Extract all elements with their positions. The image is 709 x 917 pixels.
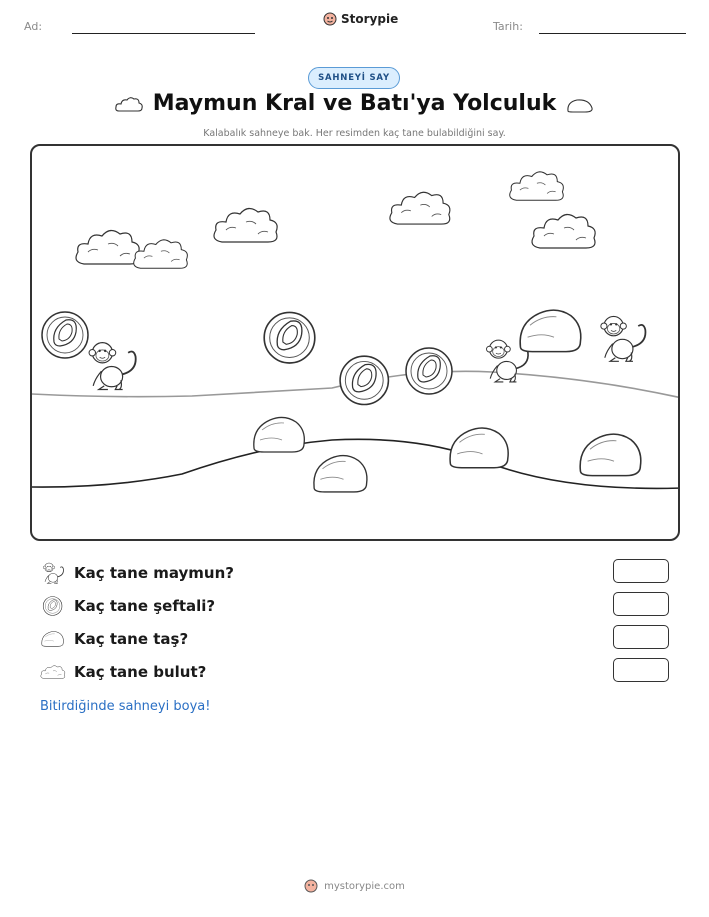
stone xyxy=(580,434,641,475)
stone xyxy=(314,456,367,492)
cloud xyxy=(390,192,450,224)
question-text: Kaç tane şeftali? xyxy=(74,597,216,615)
stone xyxy=(254,417,305,452)
brand-logo xyxy=(323,12,398,26)
brand-name: Storypie xyxy=(341,12,399,26)
coloring-note: Bitirdiğinde sahneyi boya! xyxy=(40,699,211,714)
question-row-cloud xyxy=(40,659,206,685)
question-row-peach xyxy=(40,593,215,619)
storypie-mascot-icon xyxy=(323,12,337,26)
peach xyxy=(406,348,452,394)
cloud-icon xyxy=(40,659,66,685)
peach-icon xyxy=(40,593,66,619)
peach xyxy=(264,312,315,363)
stone xyxy=(520,310,581,351)
name-label: Ad: xyxy=(24,20,43,33)
question-row-monkey xyxy=(40,560,234,586)
page-title: Maymun Kral ve Batı'ya Yolculuk xyxy=(152,91,557,116)
stone-icon xyxy=(40,626,66,652)
question-text: Kaç tane taş? xyxy=(74,630,189,648)
answer-box-peach[interactable] xyxy=(613,592,669,616)
name-line[interactable] xyxy=(72,33,255,34)
date-line[interactable] xyxy=(539,33,686,34)
cloud xyxy=(134,240,188,269)
monkey xyxy=(89,343,136,390)
cloud xyxy=(532,214,595,248)
question-text: Kaç tane maymun? xyxy=(74,564,234,582)
answer-box-stone[interactable] xyxy=(613,625,669,649)
counting-scene xyxy=(30,144,680,541)
answer-box-cloud[interactable] xyxy=(613,658,669,682)
cloud xyxy=(76,230,139,264)
monkey-icon xyxy=(40,560,66,586)
cloud xyxy=(510,172,564,201)
peach xyxy=(340,356,388,404)
monkey xyxy=(601,316,646,361)
cloud xyxy=(214,208,277,242)
date-label: Tarih: xyxy=(493,20,523,33)
footer-site[interactable]: mystorypie.com xyxy=(324,880,405,892)
question-row-stone xyxy=(40,626,188,652)
storypie-mascot-icon xyxy=(304,879,318,893)
stone xyxy=(450,428,508,468)
question-text: Kaç tane bulut? xyxy=(74,663,207,681)
footer xyxy=(0,879,709,893)
answer-box-monkey[interactable] xyxy=(613,559,669,583)
instructions: Kalabalık sahneye bak. Her resimden kaç tane bulabildiğini say. xyxy=(203,128,506,139)
activity-badge: SAHNEYİ SAY xyxy=(308,67,400,89)
peach xyxy=(42,312,88,358)
stone-icon xyxy=(565,96,595,116)
